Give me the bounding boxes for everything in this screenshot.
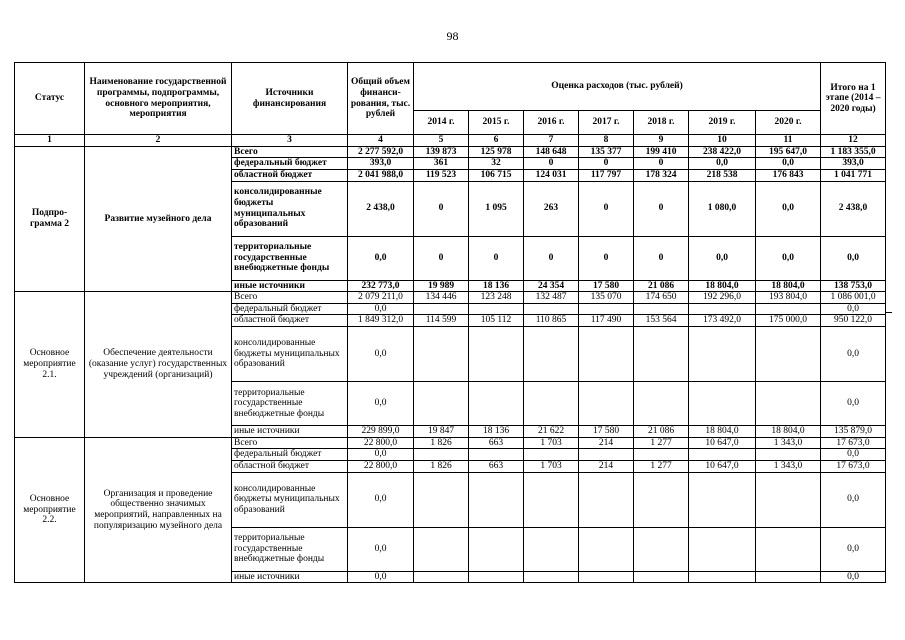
value-cell xyxy=(414,303,469,315)
value-cell: 0,0 xyxy=(348,303,414,315)
funding-source-cell: консолидированные бюджеты муниципальных образований xyxy=(232,327,348,382)
value-cell: 0 xyxy=(414,181,469,236)
value-cell: 1 849 312,0 xyxy=(348,315,414,327)
value-cell: 1 343,0 xyxy=(756,460,821,472)
value-cell: 0 xyxy=(414,236,469,280)
value-cell: 19 847 xyxy=(414,426,469,438)
value-cell xyxy=(524,382,579,426)
value-cell: 125 978 xyxy=(469,146,524,158)
value-cell: 1 095 xyxy=(469,181,524,236)
value-cell: 0,0 xyxy=(821,527,886,571)
value-cell: 134 446 xyxy=(414,292,469,304)
value-cell: 0 xyxy=(469,236,524,280)
col-number: 11 xyxy=(756,135,821,147)
value-cell xyxy=(524,571,579,583)
value-cell: 22 800,0 xyxy=(348,460,414,472)
value-cell: 195 647,0 xyxy=(756,146,821,158)
value-cell: 0,0 xyxy=(821,449,886,461)
value-cell xyxy=(634,472,689,527)
value-cell: 178 324 xyxy=(634,169,689,181)
value-cell: 148 648 xyxy=(524,146,579,158)
col-number: 4 xyxy=(348,135,414,147)
col-number: 12 xyxy=(821,135,886,147)
value-cell xyxy=(689,303,756,315)
value-cell: 17 673,0 xyxy=(821,460,886,472)
value-cell xyxy=(689,449,756,461)
funding-source-cell: областной бюджет xyxy=(232,315,348,327)
column-number-row xyxy=(15,135,886,147)
value-cell: 1 183 355,0 xyxy=(821,146,886,158)
value-cell: 0 xyxy=(524,236,579,280)
value-cell: 22 800,0 xyxy=(348,437,414,449)
funding-source-cell: федеральный бюджет xyxy=(232,158,348,170)
value-cell: 1 086 001,0 xyxy=(821,292,886,304)
value-cell: 2 438,0 xyxy=(821,181,886,236)
funding-source-cell: федеральный бюджет xyxy=(232,303,348,315)
margin-mark xyxy=(886,312,892,313)
value-cell xyxy=(469,571,524,583)
value-cell: 0 xyxy=(634,181,689,236)
value-cell: 1 343,0 xyxy=(756,437,821,449)
funding-source-cell: территориальные государственные внебюджетные фонды xyxy=(232,382,348,426)
value-cell: 0,0 xyxy=(348,449,414,461)
value-cell xyxy=(634,303,689,315)
value-cell xyxy=(634,449,689,461)
col-number: 9 xyxy=(634,135,689,147)
value-cell: 24 354 xyxy=(524,280,579,292)
value-cell: 174 650 xyxy=(634,292,689,304)
header-stage-total: Итого на 1 этапе (2014 – 2020 годы) xyxy=(821,63,886,135)
value-cell: 0,0 xyxy=(821,236,886,280)
value-cell: 393,0 xyxy=(348,158,414,170)
table-row xyxy=(15,292,886,304)
value-cell: 0 xyxy=(634,158,689,170)
value-cell: 0 xyxy=(634,236,689,280)
value-cell: 0,0 xyxy=(689,236,756,280)
value-cell: 119 523 xyxy=(414,169,469,181)
value-cell xyxy=(689,327,756,382)
funding-source-cell: областной бюджет xyxy=(232,169,348,181)
table-row xyxy=(15,437,886,449)
header-name: Наименование государственной программы, подпрограммы, основного мероприятия, мероприятия xyxy=(85,63,232,135)
value-cell: 229 899,0 xyxy=(348,426,414,438)
value-cell xyxy=(689,571,756,583)
value-cell: 0 xyxy=(524,158,579,170)
value-cell: 175 000,0 xyxy=(756,315,821,327)
value-cell: 123 248 xyxy=(469,292,524,304)
value-cell xyxy=(579,527,634,571)
value-cell: 0,0 xyxy=(756,236,821,280)
header-year: 2014 г. xyxy=(414,111,469,135)
program-name-cell: Развитие музейного дела xyxy=(85,146,232,292)
value-cell: 214 xyxy=(579,460,634,472)
value-cell: 17 673,0 xyxy=(821,437,886,449)
value-cell: 1 826 xyxy=(414,460,469,472)
value-cell: 17 580 xyxy=(579,280,634,292)
value-cell xyxy=(469,449,524,461)
value-cell xyxy=(579,382,634,426)
value-cell xyxy=(756,527,821,571)
value-cell: 0,0 xyxy=(821,472,886,527)
value-cell: 218 538 xyxy=(689,169,756,181)
value-cell xyxy=(414,571,469,583)
funding-source-cell: консолидированные бюджеты муниципальных образований xyxy=(232,472,348,527)
page-number: 98 xyxy=(446,29,459,43)
value-cell: 106 715 xyxy=(469,169,524,181)
header-year: 2018 г. xyxy=(634,111,689,135)
col-number: 10 xyxy=(689,135,756,147)
value-cell xyxy=(469,472,524,527)
value-cell: 173 492,0 xyxy=(689,315,756,327)
value-cell: 135 070 xyxy=(579,292,634,304)
value-cell xyxy=(634,327,689,382)
value-cell xyxy=(756,472,821,527)
value-cell xyxy=(469,303,524,315)
funding-source-cell: федеральный бюджет xyxy=(232,449,348,461)
funding-source-cell: консолидированные бюджеты муниципальных образований xyxy=(232,181,348,236)
table-row xyxy=(15,146,886,158)
value-cell xyxy=(634,527,689,571)
value-cell: 21 086 xyxy=(634,426,689,438)
value-cell: 153 564 xyxy=(634,315,689,327)
value-cell: 0,0 xyxy=(348,472,414,527)
value-cell: 361 xyxy=(414,158,469,170)
header-year: 2015 г. xyxy=(469,111,524,135)
status-cell: Основное мероприятие 2.2. xyxy=(15,437,85,583)
value-cell: 21 086 xyxy=(634,280,689,292)
value-cell: 2 079 211,0 xyxy=(348,292,414,304)
value-cell xyxy=(689,472,756,527)
budget-table xyxy=(14,62,886,583)
value-cell: 0,0 xyxy=(348,527,414,571)
value-cell: 214 xyxy=(579,437,634,449)
value-cell: 0,0 xyxy=(821,382,886,426)
value-cell: 18 804,0 xyxy=(689,426,756,438)
header-estimate: Оценка расходов (тыс. рублей) xyxy=(414,63,821,111)
value-cell xyxy=(756,303,821,315)
program-name-cell: Организация и проведение общественно значимых мероприятий, направленных на популяризацию музейного дела xyxy=(85,437,232,583)
value-cell: 18 136 xyxy=(469,280,524,292)
value-cell xyxy=(634,571,689,583)
value-cell xyxy=(524,472,579,527)
value-cell xyxy=(524,327,579,382)
value-cell: 232 773,0 xyxy=(348,280,414,292)
value-cell: 138 753,0 xyxy=(821,280,886,292)
value-cell: 18 804,0 xyxy=(689,280,756,292)
value-cell: 32 xyxy=(469,158,524,170)
value-cell: 393,0 xyxy=(821,158,886,170)
value-cell: 139 873 xyxy=(414,146,469,158)
value-cell: 1 277 xyxy=(634,460,689,472)
value-cell: 135 879,0 xyxy=(821,426,886,438)
value-cell: 176 843 xyxy=(756,169,821,181)
value-cell: 0,0 xyxy=(348,571,414,583)
col-number: 3 xyxy=(232,135,348,147)
header-year: 2017 г. xyxy=(579,111,634,135)
value-cell: 114 599 xyxy=(414,315,469,327)
value-cell: 193 804,0 xyxy=(756,292,821,304)
funding-source-cell: областной бюджет xyxy=(232,460,348,472)
value-cell xyxy=(634,382,689,426)
value-cell: 0,0 xyxy=(756,181,821,236)
value-cell: 263 xyxy=(524,181,579,236)
value-cell: 192 296,0 xyxy=(689,292,756,304)
header-sources: Источники финансирования xyxy=(232,63,348,135)
value-cell xyxy=(756,327,821,382)
value-cell xyxy=(414,382,469,426)
value-cell xyxy=(414,472,469,527)
value-cell: 124 031 xyxy=(524,169,579,181)
value-cell: 1 277 xyxy=(634,437,689,449)
value-cell: 663 xyxy=(469,460,524,472)
value-cell: 110 865 xyxy=(524,315,579,327)
value-cell: 105 112 xyxy=(469,315,524,327)
value-cell: 0,0 xyxy=(348,327,414,382)
value-cell: 238 422,0 xyxy=(689,146,756,158)
value-cell xyxy=(469,527,524,571)
value-cell: 117 490 xyxy=(579,315,634,327)
value-cell xyxy=(414,449,469,461)
value-cell: 2 041 988,0 xyxy=(348,169,414,181)
value-cell: 132 487 xyxy=(524,292,579,304)
value-cell xyxy=(524,449,579,461)
value-cell: 0,0 xyxy=(348,236,414,280)
value-cell: 10 647,0 xyxy=(689,437,756,449)
value-cell xyxy=(524,303,579,315)
value-cell xyxy=(756,571,821,583)
value-cell xyxy=(579,472,634,527)
value-cell: 2 277 592,0 xyxy=(348,146,414,158)
header-year: 2019 г. xyxy=(689,111,756,135)
header-status: Статус xyxy=(15,63,85,135)
value-cell: 663 xyxy=(469,437,524,449)
value-cell: 0,0 xyxy=(821,571,886,583)
header-year: 2020 г. xyxy=(756,111,821,135)
funding-source-cell: территориальные государственные внебюджетные фонды xyxy=(232,527,348,571)
value-cell xyxy=(579,303,634,315)
value-cell: 1 703 xyxy=(524,437,579,449)
value-cell: 0,0 xyxy=(821,303,886,315)
col-number: 8 xyxy=(579,135,634,147)
value-cell: 0 xyxy=(579,236,634,280)
value-cell: 0 xyxy=(579,181,634,236)
value-cell xyxy=(579,571,634,583)
col-number: 7 xyxy=(524,135,579,147)
value-cell: 0,0 xyxy=(821,327,886,382)
value-cell: 2 438,0 xyxy=(348,181,414,236)
value-cell xyxy=(689,382,756,426)
value-cell: 1 041 771 xyxy=(821,169,886,181)
col-number: 5 xyxy=(414,135,469,147)
value-cell: 0 xyxy=(579,158,634,170)
value-cell: 18 804,0 xyxy=(756,280,821,292)
col-number: 2 xyxy=(85,135,232,147)
value-cell xyxy=(524,527,579,571)
value-cell: 21 622 xyxy=(524,426,579,438)
value-cell xyxy=(414,527,469,571)
funding-source-cell: иные источники xyxy=(232,280,348,292)
funding-source-cell: территориальные государственные внебюджетные фонды xyxy=(232,236,348,280)
value-cell xyxy=(469,327,524,382)
status-cell: Подпро-грамма 2 xyxy=(15,146,85,292)
value-cell: 0,0 xyxy=(756,158,821,170)
value-cell xyxy=(579,327,634,382)
funding-source-cell: иные источники xyxy=(232,426,348,438)
value-cell: 0,0 xyxy=(348,382,414,426)
funding-source-cell: Всего xyxy=(232,437,348,449)
funding-source-cell: иные источники xyxy=(232,571,348,583)
value-cell: 19 989 xyxy=(414,280,469,292)
funding-source-cell: Всего xyxy=(232,292,348,304)
value-cell: 1 826 xyxy=(414,437,469,449)
value-cell: 117 797 xyxy=(579,169,634,181)
value-cell: 10 647,0 xyxy=(689,460,756,472)
program-name-cell: Обеспечение деятельности (оказание услуг) государственных учреждений (организаций) xyxy=(85,292,232,438)
value-cell xyxy=(414,327,469,382)
col-number: 6 xyxy=(469,135,524,147)
value-cell xyxy=(689,527,756,571)
value-cell: 199 410 xyxy=(634,146,689,158)
col-number: 1 xyxy=(15,135,85,147)
value-cell: 950 122,0 xyxy=(821,315,886,327)
header-year: 2016 г. xyxy=(524,111,579,135)
value-cell xyxy=(756,382,821,426)
value-cell xyxy=(469,382,524,426)
value-cell: 1 080,0 xyxy=(689,181,756,236)
value-cell: 1 703 xyxy=(524,460,579,472)
funding-source-cell: Всего xyxy=(232,146,348,158)
value-cell: 0,0 xyxy=(689,158,756,170)
value-cell: 18 136 xyxy=(469,426,524,438)
status-cell: Основное мероприятие 2.1. xyxy=(15,292,85,438)
value-cell: 17 580 xyxy=(579,426,634,438)
value-cell: 18 804,0 xyxy=(756,426,821,438)
value-cell: 135 377 xyxy=(579,146,634,158)
value-cell xyxy=(756,449,821,461)
value-cell xyxy=(579,449,634,461)
header-total: Общий объем финанси-рования, тыс. рублей xyxy=(348,63,414,135)
